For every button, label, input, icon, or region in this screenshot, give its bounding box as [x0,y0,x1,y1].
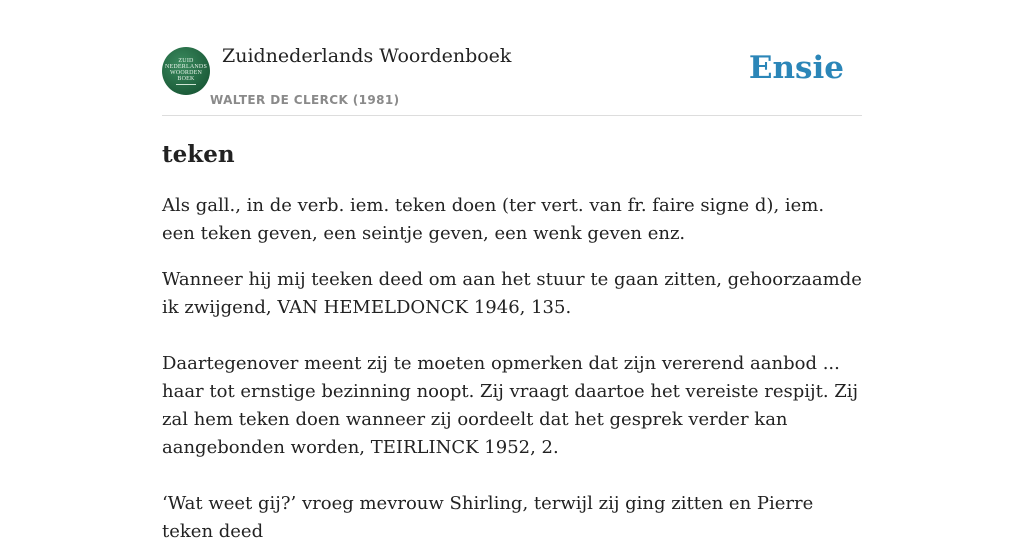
dictionary-author: WALTER DE CLERCK (1981) [210,93,400,107]
entry-example: Wanneer hij mij teeken deed om aan het stuur te gaan zitten, gehoorzaamde ik zwijgend, VAN HEMELDONCK 1946, 135. [162,269,862,318]
dictionary-title-link[interactable]: Zuidnederlands Woordenboek [222,45,512,67]
logo-line: ZUID [178,57,194,64]
dictionary-logo[interactable] [162,47,210,95]
entry-example: Daartegenover meent zij te moeten opmerken dat zijn vererend aanbod ... haar tot ernstige bezinning noopt. Zij vraagt daartoe het vereiste respijt. Zij zal hem teken doen wanneer zij oordeelt dat het gesprek verder kan aangebonden worden, TEIRLINCK 1952, 2. [162,353,859,458]
logo-line: NEDERLANDS [165,63,207,70]
logo-rule [176,84,196,85]
dictionary-header [162,0,862,116]
entry-example: ‘Wat weet gij?’ vroeg mevrouw Shirling, terwijl zij ging zitten en Pierre teken deed [162,493,814,542]
logo-line: WOORDEN [169,69,203,76]
ensie-brand-logo[interactable]: Ensie [748,50,844,86]
page [162,0,862,546]
logo-line: BOEK [177,75,195,82]
entry-definition: Als gall., in de verb. iem. teken doen (ter vert. van fr. faire signe d), iem. een teken geven, een seintje geven, een wenk geven enz. [162,195,825,244]
entry-headword: teken [162,141,235,168]
